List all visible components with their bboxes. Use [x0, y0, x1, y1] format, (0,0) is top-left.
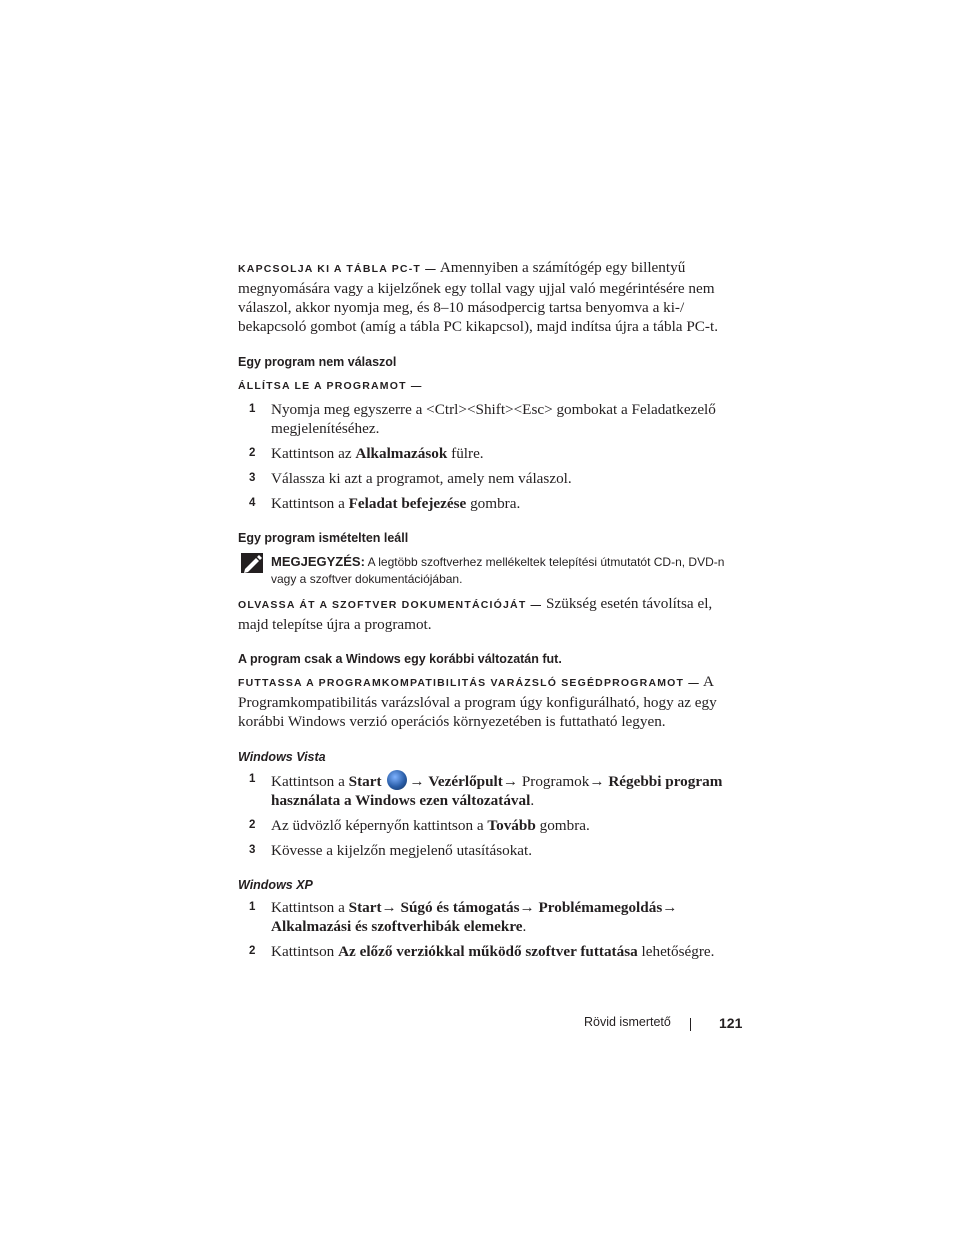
list-item: 2 Kattintson az Alkalmazások fülre. [249, 445, 484, 462]
heading-windows-vista: Windows Vista [238, 750, 326, 764]
heading-older-windows: A program csak a Windows egy korábbi változatán fut. [238, 652, 562, 666]
page-content [238, 258, 738, 961]
lead-in: KAPCSOLJA KI A TÁBLA PC-T — [238, 263, 437, 275]
note-text: A legtöbb szoftverhez mellékeltek telepítési útmutatót CD-n, DVD-n vagy a szoftver dokumentációjában. [271, 555, 725, 586]
note-box [238, 553, 738, 588]
heading-windows-xp: Windows XP [238, 878, 313, 892]
page-footer [584, 1015, 743, 1031]
steps-list [238, 400, 738, 513]
paragraph-text: Amennyiben a számítógép egy billentyű megnyomására vagy a kijelzőnek egy tollal vagy ujjal való megérintésére nem válaszol, akkor nyomja meg, és 8–10 másodpercig tartsa benyomva a ki-/ bekapcsoló gombot (amíg a tábla PC kikapcsol), majd indítsa újra a tábla PC-t. [238, 259, 718, 335]
list-item: 4 Kattintson a Feladat befejezése gombra. [249, 495, 521, 512]
xp-steps [238, 898, 738, 961]
list-item: 2 Kattintson Az előző verziókkal működő szoftver futtatása lehetőségre. [249, 943, 715, 960]
list-item: 1 Nyomja meg egyszerre a <Ctrl><Shift><Esc> gombokat a Feladatkezelő megjelenítéséhez. [249, 401, 716, 437]
windows-start-icon [387, 770, 407, 790]
heading-program-not-responding: Egy program nem válaszol [238, 355, 397, 369]
list-item: 1 Kattintson a Start → Vezérlőpult→ Programok→ Régebbi program használata a Windows ezen változatával. [238, 770, 738, 810]
heading-program-crashes: Egy program ismételten leáll [238, 531, 409, 545]
footer-title: Rövid ismertető [584, 1015, 671, 1029]
page-number: 121 [719, 1015, 743, 1031]
list-item: 3 Kövesse a kijelzőn megjelenő utasításokat. [249, 842, 533, 859]
note-label: MEGJEGYZÉS: [271, 554, 365, 569]
section-turn-off-tablet [238, 258, 738, 336]
section-read-docs: OLVASSA ÁT A SZOFTVER DOKUMENTÁCIÓJÁT — Szükség esetén távolítsa el, majd telepítse újra a programot. [238, 595, 713, 633]
list-item: 1 Kattintson a Start→ Súgó és támogatás→ Problémamegoldás→ Alkalmazási és szoftverhibák elemekre. [249, 899, 678, 935]
vista-steps [238, 770, 738, 860]
list-item: 3 Válassza ki azt a programot, amely nem válaszol. [249, 470, 572, 487]
list-item: 2 Az üdvözlő képernyőn kattintson a Tovább gombra. [249, 817, 590, 834]
lead-in: ÁLLÍTSA LE A PROGRAMOT — [238, 380, 423, 392]
section-compat-wizard: FUTTASSA A PROGRAMKOMPATIBILITÁS VARÁZSLÓ SEGÉDPROGRAMOT — A Programkompatibilitás varázslóval a program úgy konfigurálható, hogy az egy korábbi Windows verzió operációs környezetében is futtatható legyen. [238, 673, 717, 730]
pencil-note-icon [241, 553, 263, 573]
footer-divider [690, 1018, 691, 1031]
